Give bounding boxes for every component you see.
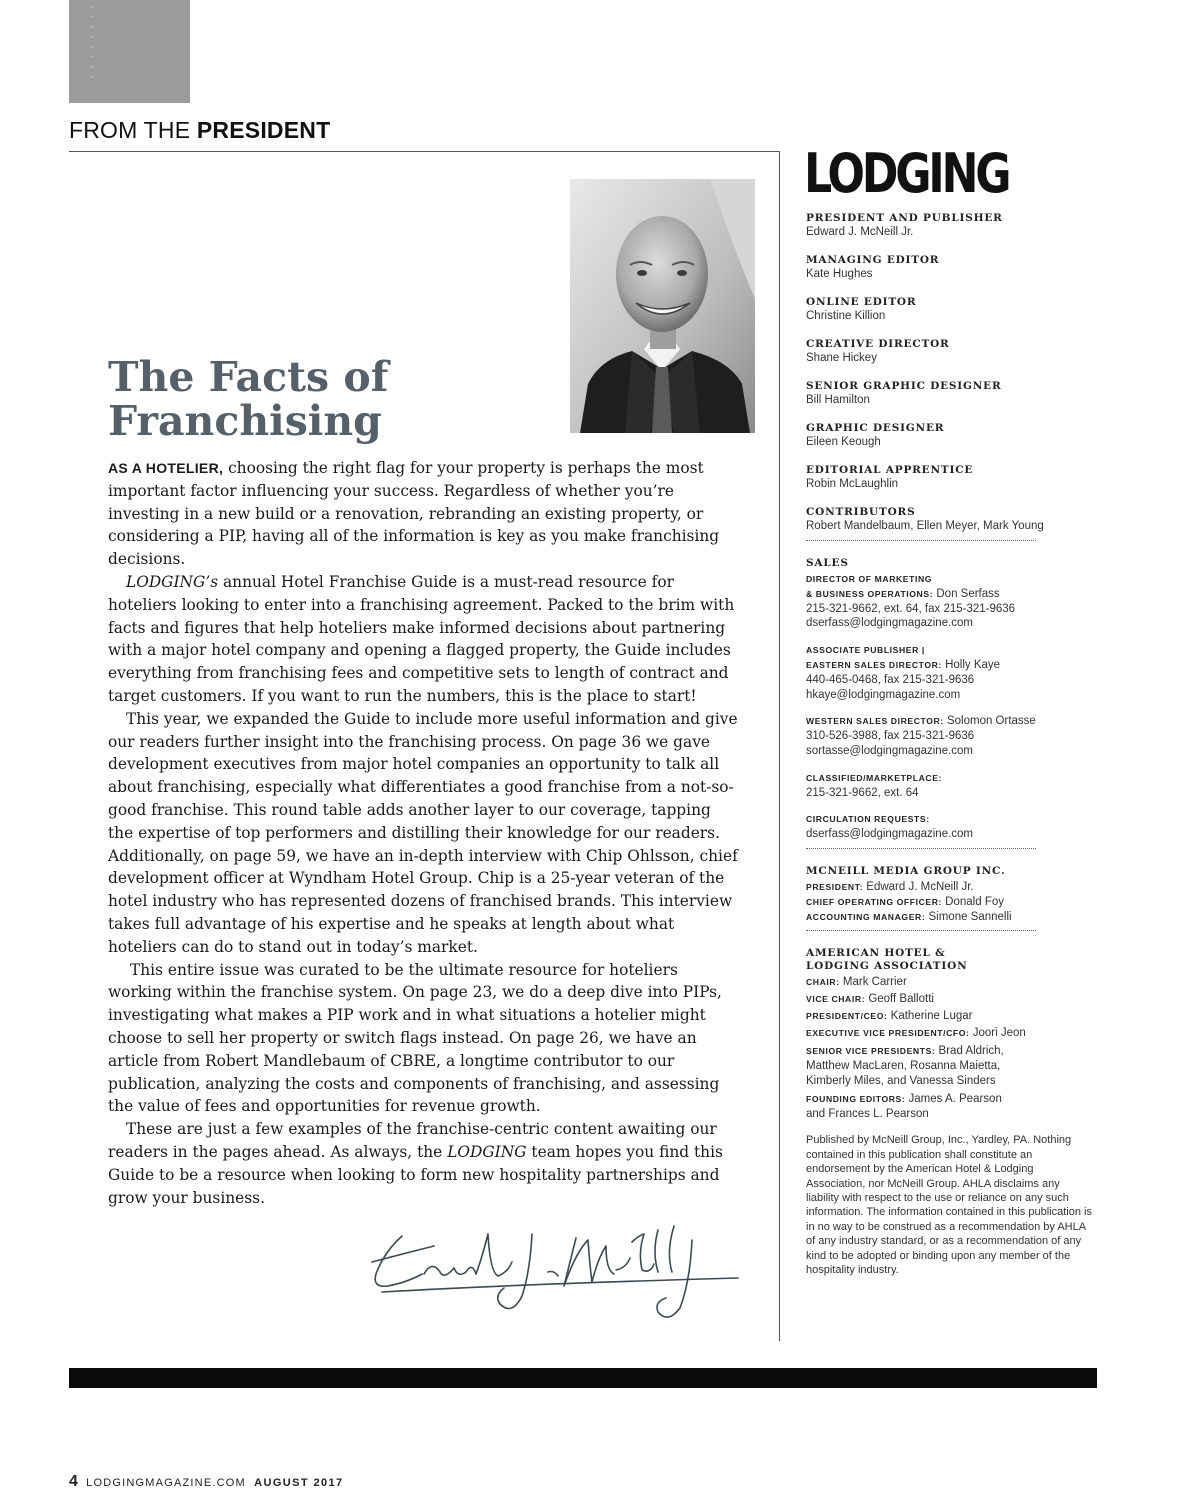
- article-paragraph-3: This year, we expanded the Guide to include more useful information and give our readers further insight into the franchising process. On page 36 we gave development executives from major hotel companies an opportunity to talk all about franchising, especially what differentiates a good franchise from a not-so-good franchise. This round table adds another layer to our coverage, tapping the expertise of top performers and distilling their knowledge for our readers. Additionally, on page 59, we have an in-depth interview with Chip Ohlsson, chief development officer at Wyndham Hotel Group. Chip is a 25-year veteran of the hotel industry who has represented dozens of franchised brands. This interview takes full advantage of his expertise and he speaks at length about what hoteliers can do to stand out in today’s market.: [108, 709, 738, 956]
- sales-director-phone: 215-321-9662, ext. 64, fax 215-321-9636: [806, 602, 1016, 615]
- corner-tab-block: [69, 0, 190, 103]
- staff-name: Kate Hughes: [806, 268, 873, 280]
- eastern-sales-name: Holly Kaye: [941, 658, 1001, 671]
- staff-role: MANAGING EDITOR: [806, 254, 940, 266]
- mcneill-president-name: Edward J. McNeill Jr.: [863, 880, 974, 893]
- lead-in: AS A HOTELIER,: [108, 460, 224, 476]
- paragraph-2-publication: LODGING’s: [126, 572, 219, 591]
- article-paragraph-4: This entire issue was curated to be the ultimate resource for hoteliers working within the franchise system. On page 23, we do a deep dive into PIPs, investigating what makes a PIP work and in what situations a hotelier might choose to sell her property or switch flags instead. On page 26, we have an article from Robert Mandlebaum of CBRE, a longtime contributor to our publication, analyzing the costs and components of franchising, and assessing the value of fees and opportunities for revenue growth.: [108, 960, 722, 1116]
- portrait-illustration: [570, 179, 755, 433]
- staff-role: SENIOR GRAPHIC DESIGNER: [806, 380, 1002, 392]
- footer-bar: [69, 1368, 1097, 1388]
- ahla-cfo-name: Joori Jeon: [969, 1027, 1026, 1040]
- sales-director-email: dserfass@lodgingmagazine.com: [806, 617, 974, 630]
- circulation-block: [806, 812, 1106, 842]
- folio-date: AUGUST 2017: [254, 1477, 344, 1489]
- staff-role: ONLINE EDITOR: [806, 296, 917, 308]
- article-paragraph-1: [108, 457, 738, 571]
- president-portrait-photo: [570, 179, 755, 433]
- mcneill-block: [806, 880, 1106, 924]
- staff-list: [806, 212, 1106, 534]
- ahla-svp-label: SENIOR VICE PRESIDENTS:: [806, 1046, 936, 1057]
- eastern-sales-block: [806, 643, 1106, 702]
- article-body: [108, 457, 738, 1209]
- mcneill-heading: MCNEILL MEDIA GROUP INC.: [806, 864, 1006, 877]
- ahla-block: [806, 974, 1106, 1121]
- masthead-divider: [806, 930, 1036, 931]
- mcneill-coo-name: Donald Foy: [941, 895, 1004, 908]
- western-sales-label: WESTERN SALES DIRECTOR:: [806, 716, 944, 727]
- sales-director-label: DIRECTOR OF MARKETING: [806, 574, 933, 584]
- classified-label: CLASSIFIED/MARKETPLACE:: [806, 772, 943, 783]
- masthead-divider: [806, 848, 1036, 849]
- article-title: [108, 355, 548, 443]
- western-sales-email: sortasse@lodgingmagazine.com: [806, 744, 974, 757]
- mcneill-coo-label: CHIEF OPERATING OFFICER:: [806, 896, 942, 907]
- mcneill-accounting-name: Simone Sannelli: [925, 910, 1012, 923]
- ahla-chair-label: CHAIR:: [806, 977, 840, 988]
- ahla-heading-1: AMERICAN HOTEL &: [806, 947, 946, 960]
- ahla-svp-names: Brad Aldrich, Matthew MacLaren, Rosanna Maietta, Kimberly Miles, and Vanessa Sinders: [806, 1045, 1004, 1087]
- top-rule: [69, 151, 780, 152]
- ahla-founding-entry: [806, 1092, 1021, 1122]
- paragraph-5-publication: LODGING: [447, 1142, 527, 1161]
- sales-director-block: [806, 572, 1106, 631]
- ahla-vice-chair-label: VICE CHAIR:: [806, 994, 866, 1005]
- article-title-line-2: Franchising: [108, 397, 382, 445]
- publisher-disclaimer: Published by McNeill Group, Inc., Yardley, PA. Nothing contained in this publication shall constitute an endorsement by the American Hotel & Lodging Association, nor McNeill Group. AHLA disclaims any liability with respect to the use or reliance on any such information. The information contained in this publication is in no way to be construed as a recommendation by AHLA of any industry standard, or as a recommendation of any kind to be adopted or binding upon any member of the hospitality industry.: [806, 1134, 1092, 1276]
- president-signature: [362, 1212, 742, 1332]
- staff-role: PRESIDENT AND PUBLISHER: [806, 212, 1003, 224]
- lodging-logo: LODGING: [804, 142, 1009, 205]
- classified-block: [806, 771, 1106, 801]
- staff-role: CREATIVE DIRECTOR: [806, 338, 950, 350]
- chevron-pattern-icon: ⌄ ⌄ ⌄ ⌄ ⌄ ⌄ ⌄ ⌄: [87, 0, 97, 81]
- staff-name: Edward J. McNeill Jr.: [806, 226, 914, 238]
- associate-publisher-label: ASSOCIATE PUBLISHER |: [806, 645, 925, 656]
- paragraph-2-text: annual Hotel Franchise Guide is a must-read resource for hoteliers looking to enter into a franchising agreement. Packed to the brim with facts and figures that help hoteliers make informed decisions about partnering with a major hotel company and opening a flagged property, the Guide includes everything from franchising fees and competitive sets to length of contract and target customers. If you want to run the numbers, this is the place to start!: [108, 572, 735, 705]
- paragraph-5-text-b: team hopes you find this Guide to be a resource when looking to form new hospitality partnerships and grow your business.: [108, 1142, 723, 1207]
- column-divider: [779, 151, 780, 1341]
- ahla-svp-entry: [806, 1044, 1021, 1088]
- section-heading-light: FROM THE: [69, 117, 191, 143]
- ahla-founding-label: FOUNDING EDITORS:: [806, 1093, 906, 1104]
- ahla-ceo-name: Katherine Lugar: [887, 1010, 973, 1023]
- article-paragraph-2: [108, 571, 738, 708]
- paragraph-5-text-a: These are just a few examples of the franchise-centric content awaiting our readers in the pages ahead. As always, the: [108, 1120, 717, 1161]
- staff-name: Robert Mandelbaum, Ellen Meyer, Mark Young: [806, 520, 1044, 532]
- classified-phone: 215-321-9662, ext. 64: [806, 786, 919, 799]
- sales-director-name: Don Serfass: [933, 587, 1000, 600]
- masthead: [806, 144, 1106, 1277]
- ahla-ceo-label: PRESIDENT/CEO:: [806, 1011, 888, 1022]
- page-folio: [69, 1473, 344, 1491]
- staff-name: Bill Hamilton: [806, 394, 870, 406]
- staff-name: Shane Hickey: [806, 352, 877, 364]
- staff-role: CONTRIBUTORS: [806, 506, 916, 518]
- eastern-sales-email: hkaye@lodgingmagazine.com: [806, 688, 961, 701]
- article-title-line-1: The Facts of: [108, 353, 389, 401]
- ahla-vice-chair-name: Geoff Ballotti: [865, 993, 934, 1006]
- page-number: 4: [69, 1473, 78, 1490]
- staff-name: Eileen Keough: [806, 436, 881, 448]
- circulation-email: dserfass@lodgingmagazine.com: [806, 828, 974, 841]
- mcneill-president-label: PRESIDENT:: [806, 881, 864, 892]
- section-heading: [69, 117, 330, 144]
- article-paragraph-5: [108, 1118, 738, 1209]
- ahla-founding-names: James A. Pearson and Frances L. Pearson: [806, 1092, 1002, 1120]
- western-sales-name: Solomon Ortasse: [943, 715, 1036, 728]
- staff-role: GRAPHIC DESIGNER: [806, 422, 945, 434]
- staff-role: EDITORIAL APPRENTICE: [806, 464, 974, 476]
- ahla-chair-name: Mark Carrier: [839, 976, 907, 989]
- western-sales-block: [806, 714, 1106, 758]
- staff-name: Christine Killion: [806, 310, 886, 322]
- folio-site: LODGINGMAGAZINE.COM: [86, 1477, 246, 1489]
- circulation-label: CIRCULATION REQUESTS:: [806, 814, 930, 825]
- masthead-divider: [806, 540, 1036, 541]
- staff-name: Robin McLaughlin: [806, 478, 899, 490]
- sales-director-label-2: & BUSINESS OPERATIONS:: [806, 588, 934, 599]
- sales-heading: SALES: [806, 557, 849, 569]
- paragraph-1-text: choosing the right flag for your property is perhaps the most important factor influencing your success. Regardless of whether you’re investing in a new build or a renovation, rebranding an existing property, or considering a PIP, having all of the information is key as you make franchising decisions.: [108, 459, 720, 569]
- eastern-sales-label: EASTERN SALES DIRECTOR:: [806, 659, 942, 670]
- western-sales-phone: 310-526-3988, fax 215-321-9636: [806, 730, 975, 743]
- section-heading-bold: PRESIDENT: [196, 117, 331, 143]
- ahla-cfo-label: EXECUTIVE VICE PRESIDENT/CFO:: [806, 1028, 970, 1039]
- eastern-sales-phone: 440-465-0468, fax 215-321-9636: [806, 673, 975, 686]
- ahla-heading-2: LODGING ASSOCIATION: [806, 960, 968, 973]
- mcneill-accounting-label: ACCOUNTING MANAGER:: [806, 911, 926, 922]
